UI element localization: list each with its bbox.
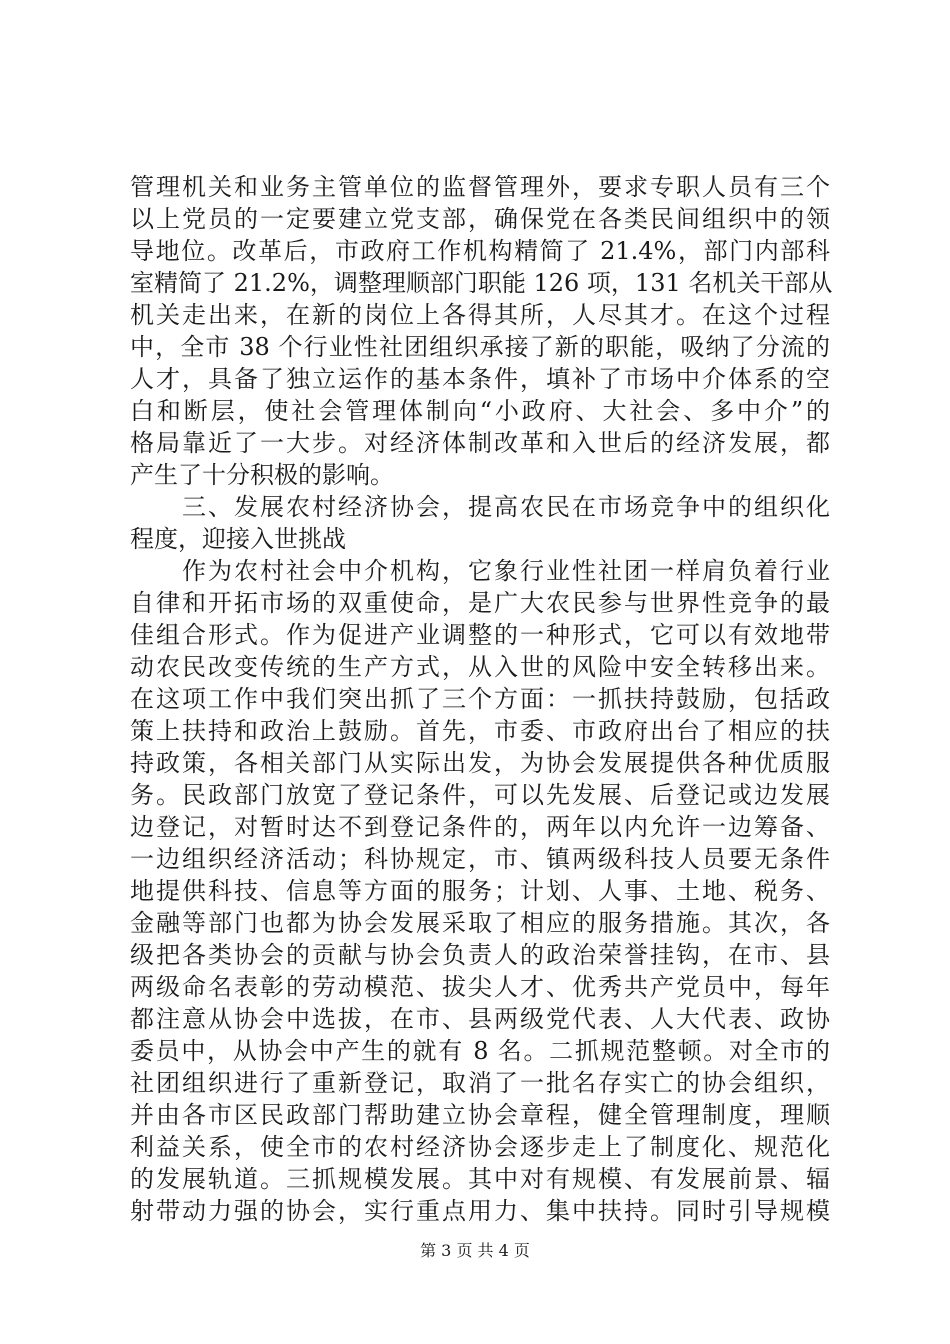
text-line: 都注意从协会中选拔，在市、县两级党代表、人大代表、政协 bbox=[130, 1005, 830, 1033]
text-line: 动农民改变传统的生产方式，从入世的风险中安全转移出来。 bbox=[130, 653, 830, 681]
text-line: 导地位。改革后，市政府工作机构精简了 21.4%，部门内部科 bbox=[130, 237, 830, 265]
text-line: 社团组织进行了重新登记，取消了一批名存实亡的协会组织， bbox=[130, 1069, 830, 1097]
text-line: 务。民政部门放宽了登记条件，可以先发展、后登记或边发展 bbox=[130, 781, 830, 809]
text-line: 策上扶持和政治上鼓励。首先，市委、市政府出台了相应的扶 bbox=[130, 717, 830, 745]
text-line: 中，全市 38 个行业性社团组织承接了新的职能，吸纳了分流的 bbox=[130, 333, 830, 361]
text-line: 管理机关和业务主管单位的监督管理外，要求专职人员有三个 bbox=[130, 173, 830, 201]
text-line: 射带动力强的协会，实行重点用力、集中扶持。同时引导规模 bbox=[130, 1197, 830, 1225]
text-line: 室精简了 21.2%，调整理顺部门职能 126 项，131 名机关干部从 bbox=[130, 269, 833, 297]
text-line: 三、发展农村经济协会，提高农民在市场竞争中的组织化 bbox=[130, 493, 830, 521]
text-line: 自律和开拓市场的双重使命，是广大农民参与世界性竞争的最 bbox=[130, 589, 830, 617]
text-line: 两级命名表彰的劳动模范、拔尖人才、优秀共产党员中，每年 bbox=[130, 973, 830, 1001]
text-line: 并由各市区民政部门帮助建立协会章程，健全管理制度，理顺 bbox=[130, 1101, 830, 1129]
text-line: 程度，迎接入世挑战 bbox=[130, 525, 346, 553]
text-line: 人才，具备了独立运作的基本条件，填补了市场中介体系的空 bbox=[130, 365, 830, 393]
text-line: 一边组织经济活动；科协规定，市、镇两级科技人员要无条件 bbox=[130, 845, 830, 873]
text-line: 作为农村社会中介机构，它象行业性社团一样肩负着行业 bbox=[130, 557, 830, 585]
text-line: 格局靠近了一大步。对经济体制改革和入世后的经济发展，都 bbox=[130, 429, 830, 457]
page-number-footer: 第 3 页 共 4 页 bbox=[420, 1241, 530, 1260]
text-line: 委员中，从协会中产生的就有 8 名。二抓规范整顿。对全市的 bbox=[130, 1037, 830, 1065]
text-line: 机关走出来，在新的岗位上各得其所，人尽其才。在这个过程 bbox=[130, 301, 830, 329]
text-line: 以上党员的一定要建立党支部，确保党在各类民间组织中的领 bbox=[130, 205, 830, 233]
text-line: 佳组合形式。作为促进产业调整的一种形式，它可以有效地带 bbox=[130, 621, 830, 649]
text-line: 的发展轨道。三抓规模发展。其中对有规模、有发展前景、辐 bbox=[130, 1165, 830, 1193]
text-line: 级把各类协会的贡献与协会负责人的政治荣誉挂钩，在市、县 bbox=[130, 941, 830, 969]
text-line: 白和断层，使社会管理体制向“小政府、大社会、多中介”的 bbox=[130, 397, 830, 425]
text-line: 产生了十分积极的影响。 bbox=[130, 461, 394, 489]
text-line: 地提供科技、信息等方面的服务；计划、人事、土地、税务、 bbox=[130, 877, 830, 905]
document-body bbox=[130, 171, 833, 1227]
text-line: 边登记，对暂时达不到登记条件的，两年以内允许一边筹备、 bbox=[130, 813, 830, 841]
text-line: 持政策，各相关部门从实际出发，为协会发展提供各种优质服 bbox=[130, 749, 830, 777]
text-line: 利益关系，使全市的农村经济协会逐步走上了制度化、规范化 bbox=[130, 1133, 830, 1161]
text-line: 在这项工作中我们突出抓了三个方面：一抓扶持鼓励，包括政 bbox=[130, 685, 830, 713]
text-line: 金融等部门也都为协会发展采取了相应的服务措施。其次，各 bbox=[130, 909, 830, 937]
